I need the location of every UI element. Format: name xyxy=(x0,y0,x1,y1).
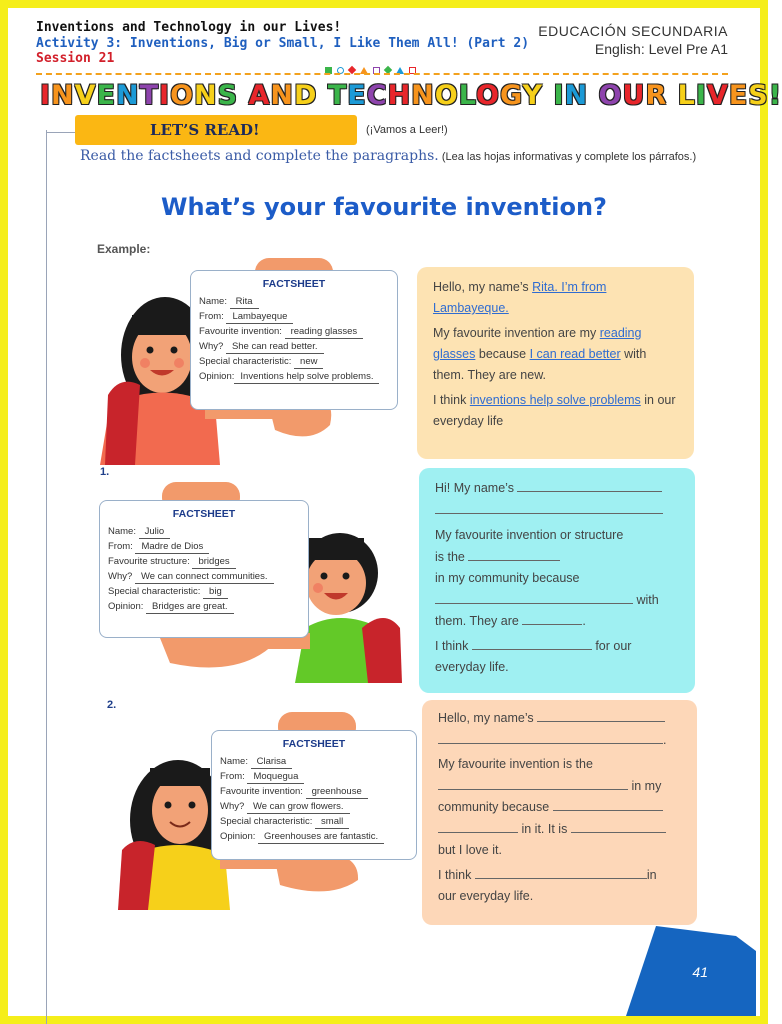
fs-opinion: Greenhouses are fantastic. xyxy=(258,831,384,844)
factsheet-clarisa: FACTSHEET Name: Clarisa From: Moquegua Favourite invention: greenhouse Why? We can grow flowers. Special characteristic: small Opinion: Greenhouses are fantastic. xyxy=(211,730,417,860)
banner-letter: T xyxy=(139,80,160,111)
answer-blank[interactable] xyxy=(571,819,666,833)
banner-letter: T xyxy=(327,80,348,111)
banner-letter: N xyxy=(116,80,140,111)
banner-letter xyxy=(667,80,677,111)
lets-read-tab: LET’S READ! xyxy=(75,115,357,145)
fs-from: Lambayeque xyxy=(226,311,293,324)
fs-invention: greenhouse xyxy=(306,786,368,799)
banner-letter: I xyxy=(40,80,52,111)
answer-blank[interactable] xyxy=(438,776,628,790)
banner-letter: N xyxy=(194,80,218,111)
fs-name: Clarisa xyxy=(251,756,293,769)
question-title: What’s your favourite invention? xyxy=(161,193,607,221)
fs-name: Julio xyxy=(139,526,171,539)
answer-blank[interactable] xyxy=(553,797,663,811)
fs-why: We can grow flowers. xyxy=(247,801,350,814)
answer-blank[interactable] xyxy=(472,636,592,650)
fs-from: Moquegua xyxy=(247,771,304,784)
face-shape xyxy=(152,776,208,844)
answer-blank[interactable] xyxy=(537,708,665,722)
fs-special: new xyxy=(294,356,323,369)
banner-letter: O xyxy=(475,80,500,111)
filled-answer: I can read better xyxy=(529,347,621,361)
fs-why: She can read better. xyxy=(226,341,324,354)
header-left xyxy=(36,20,529,66)
banner-letter: S xyxy=(748,80,769,111)
answer-blank[interactable] xyxy=(435,500,663,514)
header-divider xyxy=(36,73,728,75)
factsheet-title: FACTSHEET xyxy=(262,278,326,290)
banner-letter: U xyxy=(622,80,646,111)
banner-letter: O xyxy=(598,80,623,111)
answer-blank[interactable] xyxy=(522,611,582,625)
banner-letter xyxy=(588,80,598,111)
banner-letter: ! xyxy=(768,80,782,111)
banner-letter: G xyxy=(499,80,523,111)
fs-special: big xyxy=(203,586,228,599)
page-number-tab xyxy=(626,926,756,1016)
banner-letter: O xyxy=(434,80,459,111)
example-paragraph: Hello, my name’s Rita. I’m from Lambayeque. My favourite invention are my reading glasses because I can read better with them. They are new. I think inventions help solve problems in our everyday life xyxy=(417,267,694,459)
level-line-1: EDUCACIÓN SECUNDARIA xyxy=(538,23,728,39)
answer-blank[interactable] xyxy=(438,819,518,833)
fs-opinion: Inventions help solve problems. xyxy=(234,371,379,384)
banner-letter: L xyxy=(458,80,476,111)
banner-letter: N xyxy=(270,80,295,111)
header-right xyxy=(538,22,728,58)
fs-name: Rita xyxy=(230,296,259,309)
activity-title: Activity 3: Inventions, Big or Small, I Like Them All! (Part 2) xyxy=(36,36,530,51)
fs-special: small xyxy=(315,816,349,829)
session-label: Session 21 xyxy=(36,51,115,66)
banner-letter: I xyxy=(159,80,171,111)
fs-why: We can connect communities. xyxy=(135,571,274,584)
filled-answer: reading glasses xyxy=(433,326,642,361)
exercise-number-2: 2. xyxy=(107,699,117,711)
banner-letter: E xyxy=(728,80,749,111)
banner-letter: E xyxy=(347,80,367,111)
answer-blank[interactable] xyxy=(438,730,663,744)
answer-blank[interactable] xyxy=(468,547,560,561)
paragraph-2: Hello, my name’s . My favourite invention is the in my community because in it. It is but I love it. I think in our everyday life. xyxy=(422,700,697,925)
banner-letter: N xyxy=(411,80,435,111)
answer-blank[interactable] xyxy=(475,865,647,879)
banner-letter: A xyxy=(248,80,271,111)
banner-letter xyxy=(317,80,327,111)
banner-letter: H xyxy=(387,80,412,111)
page-number: 41 xyxy=(692,964,708,980)
example-label: Example: xyxy=(97,242,151,256)
factsheet-julio: FACTSHEET Name: Julio From: Madre de Dios Favourite structure: bridges Why? We can connect communities. Special characteristic: big Opinion: Bridges are great. xyxy=(99,500,309,638)
instructions xyxy=(80,148,700,166)
fs-structure: bridges xyxy=(192,556,235,569)
banner-letter: N xyxy=(51,80,75,111)
exercise-number-1: 1. xyxy=(100,466,110,478)
banner-letter: D xyxy=(294,80,318,111)
paragraph-1: Hi! My name’s My favourite invention or structure is the in my community because with them. They are . I think for our everyday life. xyxy=(419,468,695,693)
banner-letter: I xyxy=(553,80,565,111)
banner-letter: L xyxy=(677,80,696,111)
banner-letter: R xyxy=(645,80,668,111)
answer-blank[interactable] xyxy=(435,590,633,604)
filled-answer: Rita. I’m from Lambayeque. xyxy=(433,280,607,315)
factsheet-title: FACTSHEET xyxy=(172,508,236,520)
header-title: Inventions and Technology in our Lives! xyxy=(36,20,342,35)
banner-letter: O xyxy=(170,80,195,111)
banner-letter: C xyxy=(366,80,388,111)
fs-opinion: Bridges are great. xyxy=(146,601,234,614)
level-line-2: English: Level Pre A1 xyxy=(594,41,728,57)
face-shape xyxy=(306,551,366,615)
fs-from: Madre de Dios xyxy=(135,541,209,554)
instructions-en: Read the factsheets and complete the paragraphs. xyxy=(80,148,439,164)
fs-invention: reading glasses xyxy=(285,326,364,339)
banner-letter: E xyxy=(96,80,117,111)
banner-letter: S xyxy=(217,80,239,111)
filled-answer: inventions help solve problems xyxy=(469,393,641,407)
banner-letter: I xyxy=(695,80,707,111)
answer-blank[interactable] xyxy=(517,478,662,492)
margin-tick xyxy=(46,132,76,133)
banner-letter: Y xyxy=(522,80,544,111)
banner-letter: V xyxy=(74,80,97,111)
banner-letter: V xyxy=(706,80,729,111)
factsheet-rita: FACTSHEET Name: Rita From: Lambayeque Favourite invention: reading glasses Why? She can read better. Special characteristic: new Opinion: Inventions help solve problems. xyxy=(190,270,398,410)
lets-read-translation: (¡Vamos a Leer!) xyxy=(366,124,448,136)
factsheet-title: FACTSHEET xyxy=(282,738,346,750)
banner-letter xyxy=(238,80,248,111)
banner-letter xyxy=(543,80,553,111)
banner-letter: N xyxy=(564,80,589,111)
backpack-shape xyxy=(105,382,140,465)
margin-line xyxy=(46,130,47,1024)
instructions-es: (Lea las hojas informativas y complete los párrafos.) xyxy=(441,151,697,163)
title-banner xyxy=(40,80,782,111)
backpack-shape xyxy=(362,618,402,683)
